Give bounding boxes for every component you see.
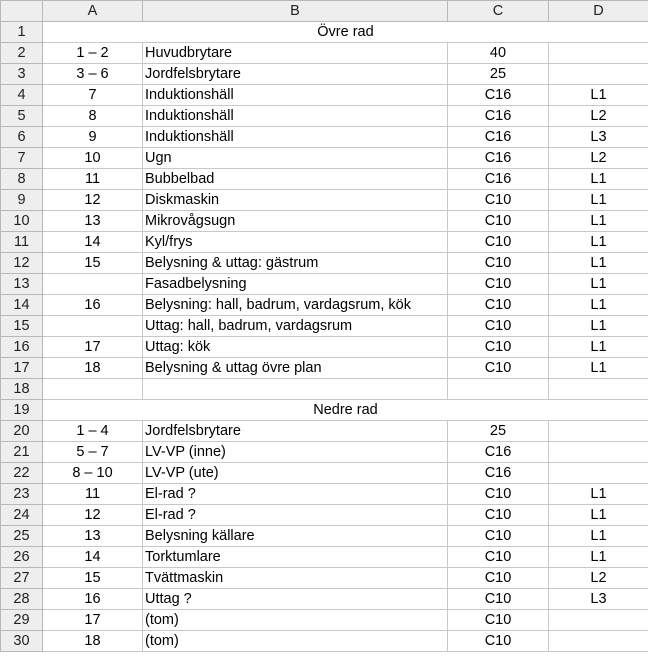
cell-b[interactable]: El-rad ? — [143, 484, 448, 505]
cell-b[interactable]: Diskmaskin — [143, 190, 448, 211]
row-header[interactable]: 23 — [1, 484, 43, 505]
cell-c[interactable]: C10 — [448, 358, 549, 379]
cell-b[interactable]: Huvudbrytare — [143, 43, 448, 64]
cell-c[interactable]: C10 — [448, 505, 549, 526]
cell-a[interactable]: 9 — [43, 127, 143, 148]
cell-b[interactable]: Belysning & uttag: gästrum — [143, 253, 448, 274]
table-row — [1, 127, 648, 148]
cell-a[interactable]: 8 – 10 — [43, 463, 143, 484]
cell-d[interactable]: L1 — [549, 484, 648, 505]
table-row — [1, 148, 648, 169]
column-header-d[interactable]: D — [549, 1, 648, 22]
row-header[interactable]: 30 — [1, 631, 43, 652]
row-header[interactable]: 25 — [1, 526, 43, 547]
cell-c[interactable]: C10 — [448, 547, 549, 568]
table-row — [1, 211, 648, 232]
row-header[interactable]: 28 — [1, 589, 43, 610]
row-header[interactable]: 10 — [1, 211, 43, 232]
cell-b[interactable]: Jordfelsbrytare — [143, 421, 448, 442]
cell-a[interactable]: 18 — [43, 631, 143, 652]
cell-b[interactable]: (tom) — [143, 610, 448, 631]
cell-a[interactable] — [43, 274, 143, 295]
cell-d[interactable] — [549, 379, 648, 400]
table-row — [1, 64, 648, 85]
cell-c[interactable]: C16 — [448, 127, 549, 148]
cell-d[interactable]: L2 — [549, 148, 648, 169]
cell-c[interactable]: C16 — [448, 106, 549, 127]
table-row — [1, 43, 648, 64]
cell-a[interactable]: 17 — [43, 337, 143, 358]
cell-b[interactable] — [143, 379, 448, 400]
cell-a[interactable]: 5 – 7 — [43, 442, 143, 463]
cell-d[interactable] — [549, 463, 648, 484]
cell-b[interactable]: Uttag: kök — [143, 337, 448, 358]
cell-d[interactable]: L1 — [549, 316, 648, 337]
cell-c[interactable]: C10 — [448, 568, 549, 589]
table-row — [1, 568, 648, 589]
cell-c[interactable]: C10 — [448, 274, 549, 295]
cell-d[interactable]: L1 — [549, 295, 648, 316]
cell-a[interactable]: 16 — [43, 589, 143, 610]
cell-a[interactable]: 1 – 2 — [43, 43, 143, 64]
cell-a[interactable]: 7 — [43, 85, 143, 106]
table-row — [1, 631, 648, 652]
row-header[interactable]: 12 — [1, 253, 43, 274]
table-row — [1, 253, 648, 274]
cell-a[interactable]: 15 — [43, 568, 143, 589]
row-header[interactable]: 21 — [1, 442, 43, 463]
row-header[interactable]: 16 — [1, 337, 43, 358]
cell-b[interactable]: Uttag: hall, badrum, vardagsrum — [143, 316, 448, 337]
table-row — [1, 22, 648, 43]
row-header[interactable]: 26 — [1, 547, 43, 568]
row-header[interactable]: 29 — [1, 610, 43, 631]
table-row — [1, 85, 648, 106]
cell-c[interactable]: C10 — [448, 631, 549, 652]
cell-a[interactable]: 13 — [43, 211, 143, 232]
row-header[interactable]: 15 — [1, 316, 43, 337]
cell-c[interactable]: C16 — [448, 148, 549, 169]
row-header[interactable]: 7 — [1, 148, 43, 169]
table-row — [1, 610, 648, 631]
section-title-cell[interactable]: Övre rad — [43, 22, 648, 43]
row-header[interactable]: 1 — [1, 22, 43, 43]
cell-d[interactable]: L3 — [549, 127, 648, 148]
cell-d[interactable] — [549, 610, 648, 631]
row-header[interactable]: 3 — [1, 64, 43, 85]
column-header-a[interactable]: A — [43, 1, 143, 22]
cell-d[interactable]: L2 — [549, 568, 648, 589]
table-row — [1, 274, 648, 295]
row-header[interactable]: 2 — [1, 43, 43, 64]
cell-b[interactable]: Induktionshäll — [143, 106, 448, 127]
cell-c[interactable]: C10 — [448, 589, 549, 610]
cell-d[interactable]: L1 — [549, 505, 648, 526]
cell-a[interactable]: 12 — [43, 505, 143, 526]
cell-d[interactable]: L1 — [549, 211, 648, 232]
cell-d[interactable] — [549, 631, 648, 652]
row-header[interactable]: 18 — [1, 379, 43, 400]
cell-c[interactable]: C10 — [448, 253, 549, 274]
table-row — [1, 169, 648, 190]
column-header-row — [1, 1, 648, 22]
cell-b[interactable]: Kyl/frys — [143, 232, 448, 253]
row-header[interactable]: 13 — [1, 274, 43, 295]
cell-d[interactable]: L1 — [549, 526, 648, 547]
cell-c[interactable]: C10 — [448, 316, 549, 337]
cell-a[interactable] — [43, 379, 143, 400]
table-row — [1, 526, 648, 547]
cell-a[interactable]: 16 — [43, 295, 143, 316]
cell-a[interactable] — [43, 316, 143, 337]
cell-d[interactable]: L2 — [549, 106, 648, 127]
cell-c[interactable] — [448, 379, 549, 400]
cell-c[interactable]: C10 — [448, 190, 549, 211]
cell-d[interactable]: L3 — [549, 589, 648, 610]
sheet-body — [1, 22, 648, 652]
cell-a[interactable]: 8 — [43, 106, 143, 127]
cell-c[interactable]: C16 — [448, 169, 549, 190]
cell-b[interactable]: (tom) — [143, 631, 448, 652]
cell-b[interactable]: Belysning källare — [143, 526, 448, 547]
table-row — [1, 337, 648, 358]
row-header[interactable]: 27 — [1, 568, 43, 589]
cell-b[interactable]: Uttag ? — [143, 589, 448, 610]
cell-c[interactable]: 25 — [448, 64, 549, 85]
select-all-corner[interactable] — [1, 1, 43, 22]
cell-a[interactable]: 3 – 6 — [43, 64, 143, 85]
cell-c[interactable]: C10 — [448, 484, 549, 505]
cell-c[interactable]: 25 — [448, 421, 549, 442]
row-header[interactable]: 14 — [1, 295, 43, 316]
cell-d[interactable] — [549, 43, 648, 64]
table-row — [1, 421, 648, 442]
cell-a[interactable]: 11 — [43, 169, 143, 190]
row-header[interactable]: 17 — [1, 358, 43, 379]
cell-b[interactable]: Torktumlare — [143, 547, 448, 568]
cell-b[interactable]: Ugn — [143, 148, 448, 169]
cell-d[interactable]: L1 — [549, 337, 648, 358]
cell-a[interactable]: 15 — [43, 253, 143, 274]
row-header[interactable]: 4 — [1, 85, 43, 106]
cell-d[interactable]: L1 — [549, 547, 648, 568]
row-header[interactable]: 6 — [1, 127, 43, 148]
cell-c[interactable]: C10 — [448, 295, 549, 316]
column-header-c[interactable]: C — [448, 1, 549, 22]
cell-a[interactable]: 1 – 4 — [43, 421, 143, 442]
table-row — [1, 379, 648, 400]
cell-a[interactable]: 11 — [43, 484, 143, 505]
row-header[interactable]: 5 — [1, 106, 43, 127]
section-title-cell[interactable]: Nedre rad — [43, 400, 648, 421]
row-header[interactable]: 24 — [1, 505, 43, 526]
row-header[interactable]: 19 — [1, 400, 43, 421]
column-header-b[interactable]: B — [143, 1, 448, 22]
cell-d[interactable] — [549, 421, 648, 442]
table-row — [1, 190, 648, 211]
cell-a[interactable]: 10 — [43, 148, 143, 169]
table-row — [1, 463, 648, 484]
row-header[interactable]: 20 — [1, 421, 43, 442]
cell-d[interactable] — [549, 64, 648, 85]
cell-b[interactable]: Induktionshäll — [143, 85, 448, 106]
table-row — [1, 316, 648, 337]
cell-d[interactable]: L1 — [549, 358, 648, 379]
cell-d[interactable]: L1 — [549, 169, 648, 190]
table-row — [1, 400, 648, 421]
cell-d[interactable]: L1 — [549, 85, 648, 106]
cell-b[interactable]: Jordfelsbrytare — [143, 64, 448, 85]
cell-a[interactable]: 14 — [43, 547, 143, 568]
row-header[interactable]: 8 — [1, 169, 43, 190]
cell-a[interactable]: 18 — [43, 358, 143, 379]
cell-b[interactable]: Fasadbelysning — [143, 274, 448, 295]
cell-a[interactable]: 13 — [43, 526, 143, 547]
cell-d[interactable]: L1 — [549, 253, 648, 274]
table-row — [1, 358, 648, 379]
cell-c[interactable]: C16 — [448, 442, 549, 463]
cell-d[interactable]: L1 — [549, 274, 648, 295]
cell-c[interactable]: C16 — [448, 463, 549, 484]
table-row — [1, 232, 648, 253]
cell-d[interactable] — [549, 442, 648, 463]
cell-c[interactable]: C10 — [448, 610, 549, 631]
row-header[interactable]: 9 — [1, 190, 43, 211]
cell-b[interactable]: El-rad ? — [143, 505, 448, 526]
cell-a[interactable]: 12 — [43, 190, 143, 211]
cell-c[interactable]: C10 — [448, 211, 549, 232]
cell-c[interactable]: C16 — [448, 85, 549, 106]
cell-b[interactable]: Induktionshäll — [143, 127, 448, 148]
cell-b[interactable]: Mikrovågsugn — [143, 211, 448, 232]
cell-b[interactable]: Belysning & uttag övre plan — [143, 358, 448, 379]
cell-c[interactable]: C10 — [448, 337, 549, 358]
table-row — [1, 106, 648, 127]
row-header[interactable]: 22 — [1, 463, 43, 484]
cell-c[interactable]: C10 — [448, 232, 549, 253]
cell-a[interactable]: 17 — [43, 610, 143, 631]
cell-c[interactable]: C10 — [448, 526, 549, 547]
cell-b[interactable]: LV-VP (ute) — [143, 463, 448, 484]
cell-c[interactable]: 40 — [448, 43, 549, 64]
cell-a[interactable]: 14 — [43, 232, 143, 253]
table-row — [1, 547, 648, 568]
cell-d[interactable]: L1 — [549, 232, 648, 253]
table-row — [1, 484, 648, 505]
row-header[interactable]: 11 — [1, 232, 43, 253]
cell-d[interactable]: L1 — [549, 190, 648, 211]
table-row — [1, 589, 648, 610]
table-row — [1, 295, 648, 316]
cell-b[interactable]: LV-VP (inne) — [143, 442, 448, 463]
cell-b[interactable]: Belysning: hall, badrum, vardagsrum, kök — [143, 295, 448, 316]
cell-b[interactable]: Bubbelbad — [143, 169, 448, 190]
table-row — [1, 442, 648, 463]
cell-b[interactable]: Tvättmaskin — [143, 568, 448, 589]
table-row — [1, 505, 648, 526]
